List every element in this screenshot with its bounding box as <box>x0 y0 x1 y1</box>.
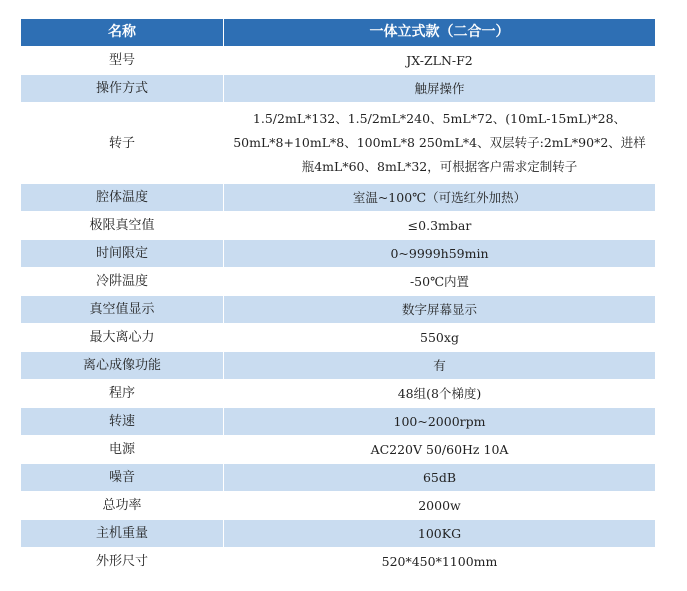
row-value: JX-ZLN-F2 <box>224 47 656 75</box>
table-row <box>21 75 656 103</box>
row-label: 主机重量 <box>21 520 224 548</box>
row-label: 最大离心力 <box>21 324 224 352</box>
row-label: 转速 <box>21 408 224 436</box>
table-row <box>21 268 656 296</box>
spec-table <box>20 18 656 576</box>
table-row <box>21 492 656 520</box>
table-row <box>21 352 656 380</box>
row-label: 冷阱温度 <box>21 268 224 296</box>
table-row <box>21 436 656 464</box>
table-row <box>21 408 656 436</box>
rotor-line: 1.5/2mL*132、1.5/2mL*240、5mL*72、(10mL-15mL)*28、 <box>252 111 627 126</box>
table-row <box>21 296 656 324</box>
table-row <box>21 47 656 75</box>
header-name: 名称 <box>21 19 224 47</box>
row-label: 程序 <box>21 380 224 408</box>
row-value: ≤0.3mbar <box>224 212 656 240</box>
row-label: 电源 <box>21 436 224 464</box>
row-value: 100~2000rpm <box>224 408 656 436</box>
row-label: 外形尺寸 <box>21 548 224 576</box>
row-label: 时间限定 <box>21 240 224 268</box>
table-row <box>21 520 656 548</box>
row-label: 操作方式 <box>21 75 224 103</box>
row-value: -50℃内置 <box>224 268 656 296</box>
row-label: 真空值显示 <box>21 296 224 324</box>
table-row <box>21 212 656 240</box>
table-row <box>21 548 656 576</box>
rotor-line: 50mL*8+10mL*8、100mL*8 250mL*4、双层转子:2mL*90*2、进样 <box>233 135 646 150</box>
row-label: 离心成像功能 <box>21 352 224 380</box>
table-row <box>21 464 656 492</box>
rotor-value <box>224 103 656 184</box>
row-value: 2000w <box>224 492 656 520</box>
row-label: 转子 <box>21 103 224 184</box>
row-value: 触屏操作 <box>224 75 656 103</box>
row-value: 有 <box>224 352 656 380</box>
row-value: 数字屏幕显示 <box>224 296 656 324</box>
row-value: 520*450*1100mm <box>224 548 656 576</box>
table-row <box>21 380 656 408</box>
row-value: 48组(8个梯度) <box>224 380 656 408</box>
row-value: 65dB <box>224 464 656 492</box>
row-value: 550xg <box>224 324 656 352</box>
row-value: AC220V 50/60Hz 10A <box>224 436 656 464</box>
rotor-line: 瓶4mL*60、8mL*32，可根据客户需求定制转子 <box>301 159 578 174</box>
row-label: 极限真空值 <box>21 212 224 240</box>
row-label: 总功率 <box>21 492 224 520</box>
header-model: 一体立式款（二合一） <box>224 19 656 47</box>
row-value: 100KG <box>224 520 656 548</box>
row-label: 腔体温度 <box>21 184 224 212</box>
table-row <box>21 324 656 352</box>
row-value: 0~9999h59min <box>224 240 656 268</box>
table-row <box>21 240 656 268</box>
table-header-row <box>21 19 656 47</box>
table-row <box>21 103 656 184</box>
row-value: 室温~100℃（可选红外加热） <box>224 184 656 212</box>
row-label: 噪音 <box>21 464 224 492</box>
row-label: 型号 <box>21 47 224 75</box>
table-row <box>21 184 656 212</box>
